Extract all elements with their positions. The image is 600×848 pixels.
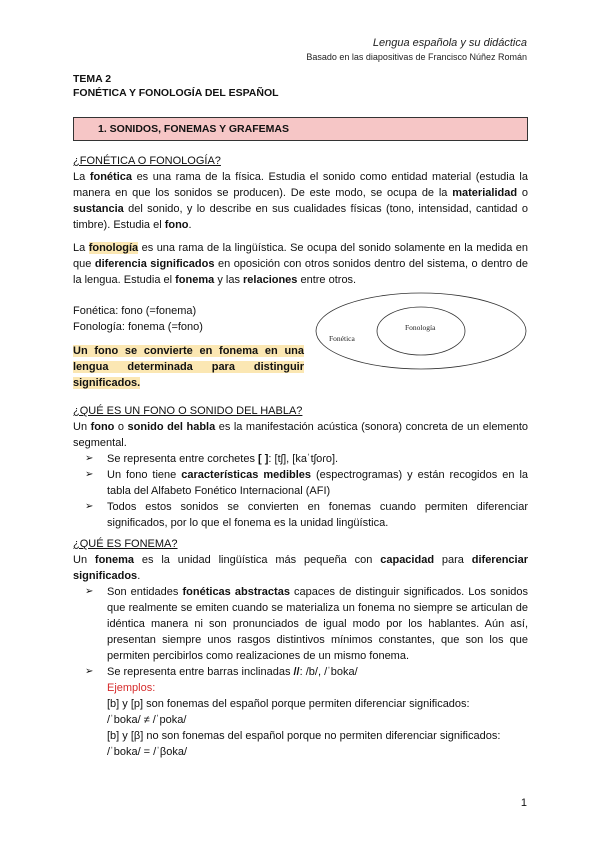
- question-heading-3: ¿QUÉ ES FONEMA?: [73, 538, 178, 550]
- example-2-notation: /ˈboka/ = /ˈβoka/: [107, 746, 188, 758]
- list-item: ➢ Se representa entre barras inclinadas //: /b/, /ˈboka/ Ejemplos: [b] y [p] son fonemas del español porque permiten diferenciar significados: /ˈboka/ ≠ /ˈpoka/ [b] y [β] no son fonemas del español porque no permiten diferenciar significados: /ˈboka/ = /ˈβoka/: [85, 664, 528, 760]
- section-heading-box: [73, 117, 528, 141]
- topic-name: FONÉTICA Y FONOLOGÍA DEL ESPAÑOL: [73, 87, 279, 99]
- topic-title: [73, 72, 279, 100]
- arrow-bullet-icon: ➢: [85, 453, 94, 464]
- example-2: [b] y [β] no son fonemas del español porque no permiten diferenciar significados:: [107, 730, 501, 742]
- outer-label: Fonética: [329, 334, 355, 343]
- topic-number: TEMA 2: [73, 73, 112, 85]
- fonologia-line: Fonología: fonema (=fono): [73, 321, 203, 333]
- phonetics-block: [73, 153, 528, 233]
- question-heading-1: ¿FONÉTICA O FONOLOGÍA?: [73, 155, 221, 167]
- phonology-paragraph: La fonología es una rama de la lingüística. Se ocupa del sonido solamente en la medida en que diferencia significados en oposición con otros sonidos dentro del sistema, o dentro de la lengua. Estudia el fonema y las relaciones entre otros.: [73, 242, 528, 286]
- arrow-bullet-icon: ➢: [85, 469, 94, 480]
- highlight-note: Un fono se convierte en fonema en una lengua determinada para distinguir significados.: [73, 345, 304, 389]
- example-1: [b] y [p] son fonemas del español porque permiten diferenciar significados:: [107, 698, 470, 710]
- page-number: 1: [520, 797, 527, 809]
- fonema-block: [73, 536, 528, 760]
- fono-bullets: [85, 451, 528, 531]
- example-1-notation: /ˈboka/ ≠ /ˈpoka/: [107, 714, 187, 726]
- fono-paragraph: Un fono o sonido del habla es la manifestación acústica (sonora) concreta de un elemento segmental.: [73, 421, 529, 449]
- arrow-bullet-icon: ➢: [85, 666, 94, 677]
- fono-block: [73, 403, 528, 531]
- header-subtitle: Basado en las diapositivas de Francisco Núñez Román: [306, 52, 527, 62]
- arrow-bullet-icon: ➢: [85, 501, 94, 512]
- inner-label: Fonología: [405, 323, 436, 332]
- venn-diagram: [315, 291, 528, 371]
- arrow-bullet-icon: ➢: [85, 586, 94, 597]
- phonetics-paragraph: La fonética es una rama de la física. Estudia el sonido como entidad material (estudia la manera en que los sonidos se producen). De este modo, se ocupa de la materialidad o sustancia del sonido, y lo describe en sus cualidades físicas (tono, intensidad, cantidad o timbre). Estudia el fono.: [73, 171, 528, 231]
- list-item: ➢ Son entidades fonéticas abstractas capaces de distinguir significados. Los sonidos que realmente se emiten cuando se materializa un fonema no siempre se articulan de idéntica manera ni son pronunciados de igual modo por los hablantes. Aún así, presentan siempre unos rasgos distintivos mínimos constantes, que son los que permiten percibirlos como realizaciones de un mismo fonema.: [85, 586, 528, 662]
- fono-fonema-lines: [73, 303, 303, 335]
- list-item: ➢ Todos estos sonidos se convierten en fonemas cuando permiten diferenciar significados, por lo que el fonema es la unidad lingüística.: [85, 501, 528, 529]
- list-item: ➢ Se representa entre corchetes [ ]: [tʃ], [kaˈtʃoɾo].: [85, 453, 339, 465]
- fonema-bullets: [85, 584, 528, 760]
- fonema-paragraph: Un fonema es la unidad lingüística más pequeña con capacidad para diferenciar significados.: [73, 554, 528, 582]
- section-heading: 1. SONIDOS, FONEMAS Y GRAFEMAS: [98, 123, 289, 135]
- list-item: ➢ Un fono tiene características medibles (espectrogramas) y están recogidos en la tabla del Alfabeto Fonético Internacional (AFI): [85, 469, 528, 497]
- header-title: Lengua española y su didáctica: [372, 37, 527, 49]
- question-heading-2: ¿QUÉ ES UN FONO O SONIDO DEL HABLA?: [73, 405, 303, 417]
- examples-label: Ejemplos:: [107, 682, 156, 694]
- fonetica-line: Fonética: fono (=fonema): [73, 305, 197, 317]
